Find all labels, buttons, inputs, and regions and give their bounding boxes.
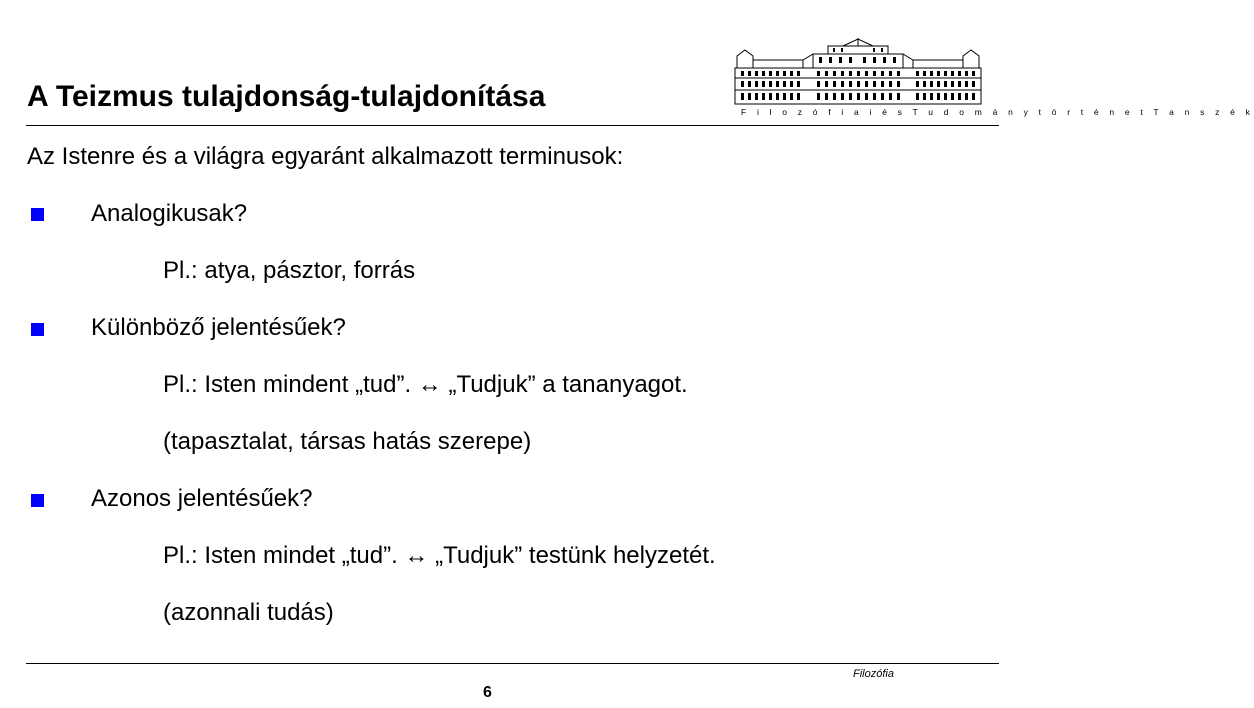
title-divider [26, 125, 999, 126]
bullet-detail-example: Pl.: Isten mindet „tud”. ↔ „Tudjuk” testünk helyzetét. [163, 542, 716, 569]
bullet-detail-example: Pl.: Isten mindent „tud”. ↔ „Tudjuk” a tananyagot. [163, 371, 688, 398]
bullet-heading-same-meaning: Azonos jelentésűek? [91, 485, 313, 512]
intro-text: Az Istenre és a világra egyaránt alkalmazott terminusok: [27, 143, 624, 170]
blue-square-bullet-icon [31, 323, 44, 336]
footer-divider [26, 663, 999, 664]
bullet-detail-note: (azonnali tudás) [163, 599, 334, 626]
blue-square-bullet-icon [31, 208, 44, 221]
bullet-heading-analogical: Analogikusak? [91, 200, 248, 227]
bullet-detail-example: Pl.: atya, pásztor, forrás [163, 257, 416, 284]
blue-square-bullet-icon [31, 494, 44, 507]
logo-caption: F i l o z ó f i a i é s T u d o m á n y t ö r t é n e t T a n s z é k [741, 107, 1254, 117]
page-number: 6 [483, 684, 492, 701]
footer-label: Filozófia [853, 668, 894, 680]
bullet-detail-note: (tapasztalat, társas hatás szerepe) [163, 428, 532, 455]
bullet-heading-different-meaning: Különböző jelentésűek? [91, 314, 346, 341]
slide-title: A Teizmus tulajdonság-tulajdonítása [27, 80, 546, 113]
